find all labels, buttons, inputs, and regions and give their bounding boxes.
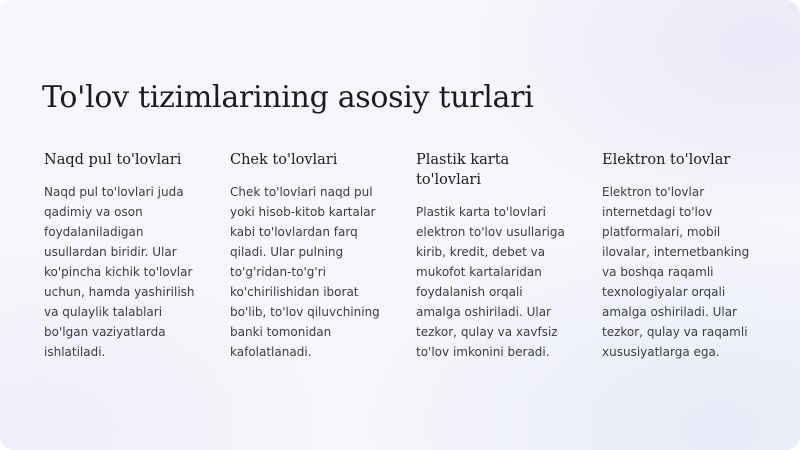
column-heading: Plastik karta to'lovlari xyxy=(416,152,510,188)
column-heading: Elektron to'lovlar xyxy=(602,152,731,168)
slide-title: To'lov tizimlarining asosiy turlari xyxy=(42,80,534,115)
column-text: Chek to'lovlari naqd pul yoki hisob-kitob kartalar kabi to'lovlardan farq qiladi. Ular pulning to'g'ridan-to'g'ri ko'chirilishidan iborat bo'lib, to'lov qiluvchining banki tomonidan kafolatlanadi. xyxy=(230,185,380,359)
column-heading: Chek to'lovlari xyxy=(230,152,338,168)
column-text: Elektron to'lovlar internetdagi to'lov platformalari, mobil ilovalar, internetbanking va boshqa raqamli texnologiyalar orqali amalga oshiriladi. Ular tezkor, qulay va raqamli xususiyatlarga ega. xyxy=(602,185,750,359)
column-check-payments xyxy=(230,150,416,362)
columns xyxy=(44,150,784,362)
column-text: Plastik karta to'lovlari elektron to'lov usullariga kirib, kredit, debet va mukofot kartalaridan foydalanish orqali amalga oshiriladi. Ular tezkor, qulay va xavfsiz to'lov imkonini beradi. xyxy=(416,205,565,359)
column-electronic-payments xyxy=(602,150,788,362)
column-heading: Naqd pul to'lovlari xyxy=(44,152,182,168)
column-card-payments xyxy=(416,150,602,362)
column-text: Naqd pul to'lovlari juda qadimiy va oson foydalaniladigan usullardan biridir. Ular ko'pincha kichik to'lovlar uchun, hamda yashirilish va qulaylik talablari bo'lgan vaziyatlarda ishlatiladi. xyxy=(44,185,195,359)
column-cash-payments xyxy=(44,150,230,362)
